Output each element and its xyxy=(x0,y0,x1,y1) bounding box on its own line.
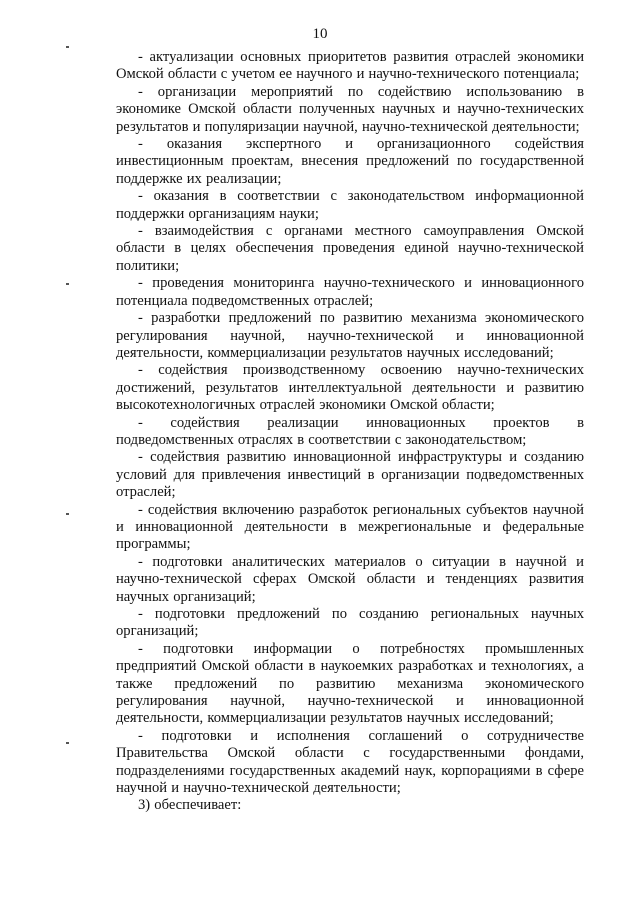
list-item: - оказания экспертного и организационного содействия инвестиционным проектам, внесения предложений по государственной поддержке их реализации; xyxy=(116,136,584,187)
list-item: - разработки предложений по развитию механизма экономического регулирования научной, научно-технической и инновационной деятельности, коммерциализации результатов научных исследований; xyxy=(116,310,584,361)
list-item: - оказания в соответствии с законодательством информационной поддержки организациям науки; xyxy=(116,188,584,222)
margin-mark xyxy=(66,283,69,285)
list-item: - содействия включению разработок региональных субъектов научной и инновационной деятельности в межрегиональные и федеральные программы; xyxy=(116,501,584,553)
list-item: - подготовки аналитических материалов о ситуации в научной и научно-технической сферах Омской области и тенденциях развития научных организаций; xyxy=(116,553,584,605)
margin-mark xyxy=(66,742,69,744)
list-item: - содействия развитию инновационной инфраструктуры и созданию условий для привлечения инвестиций в организации подведомственных отраслей; xyxy=(116,449,584,501)
list-item: - проведения мониторинга научно-технического и инновационного потенциала подведомственных отраслей; xyxy=(116,275,584,309)
list-item: - содействия производственному освоению научно-технических достижений, результатов интеллектуальной деятельности и развитию высокотехнологичных отраслей экономики Омской области; xyxy=(116,362,584,414)
margin-mark xyxy=(66,46,69,48)
list-item: - актуализации основных приоритетов развития отраслей экономики Омской области с учетом ее научного и научно-технического потенциала; xyxy=(116,49,584,83)
list-item: - подготовки предложений по созданию региональных научных организаций; xyxy=(116,606,584,640)
list-item: - подготовки информации о потребностях промышленных предприятий Омской области в наукоемких разработках и технологиях, а также предложений по развитию механизма экономического регулирования научной, научно-технической и инновационной деятельности, коммерциализации результатов научных исследований; xyxy=(116,640,584,727)
list-item: - взаимодействия с органами местного самоуправления Омской области в целях обеспечения проведения единой научно-технической политики; xyxy=(116,223,584,274)
document-body xyxy=(116,49,584,815)
margin-mark xyxy=(66,513,69,515)
list-item: - организации мероприятий по содействию использованию в экономике Омской области полученных научных и научно-технических результатов и популяризации научной, научно-технической деятельности; xyxy=(116,83,584,135)
page-number: 10 xyxy=(312,26,328,42)
list-item: - содействия реализации инновационных проектов в подведомственных отраслях в соответствии с законодательством; xyxy=(116,414,584,448)
list-item: - подготовки и исполнения соглашений о сотрудничестве Правительства Омской области с государственными фондами, подразделениями государственных академий наук, корпорациями в сфере научной и научно-технической деятельности; xyxy=(116,727,584,797)
section-heading: 3) обеспечивает: xyxy=(138,797,242,814)
